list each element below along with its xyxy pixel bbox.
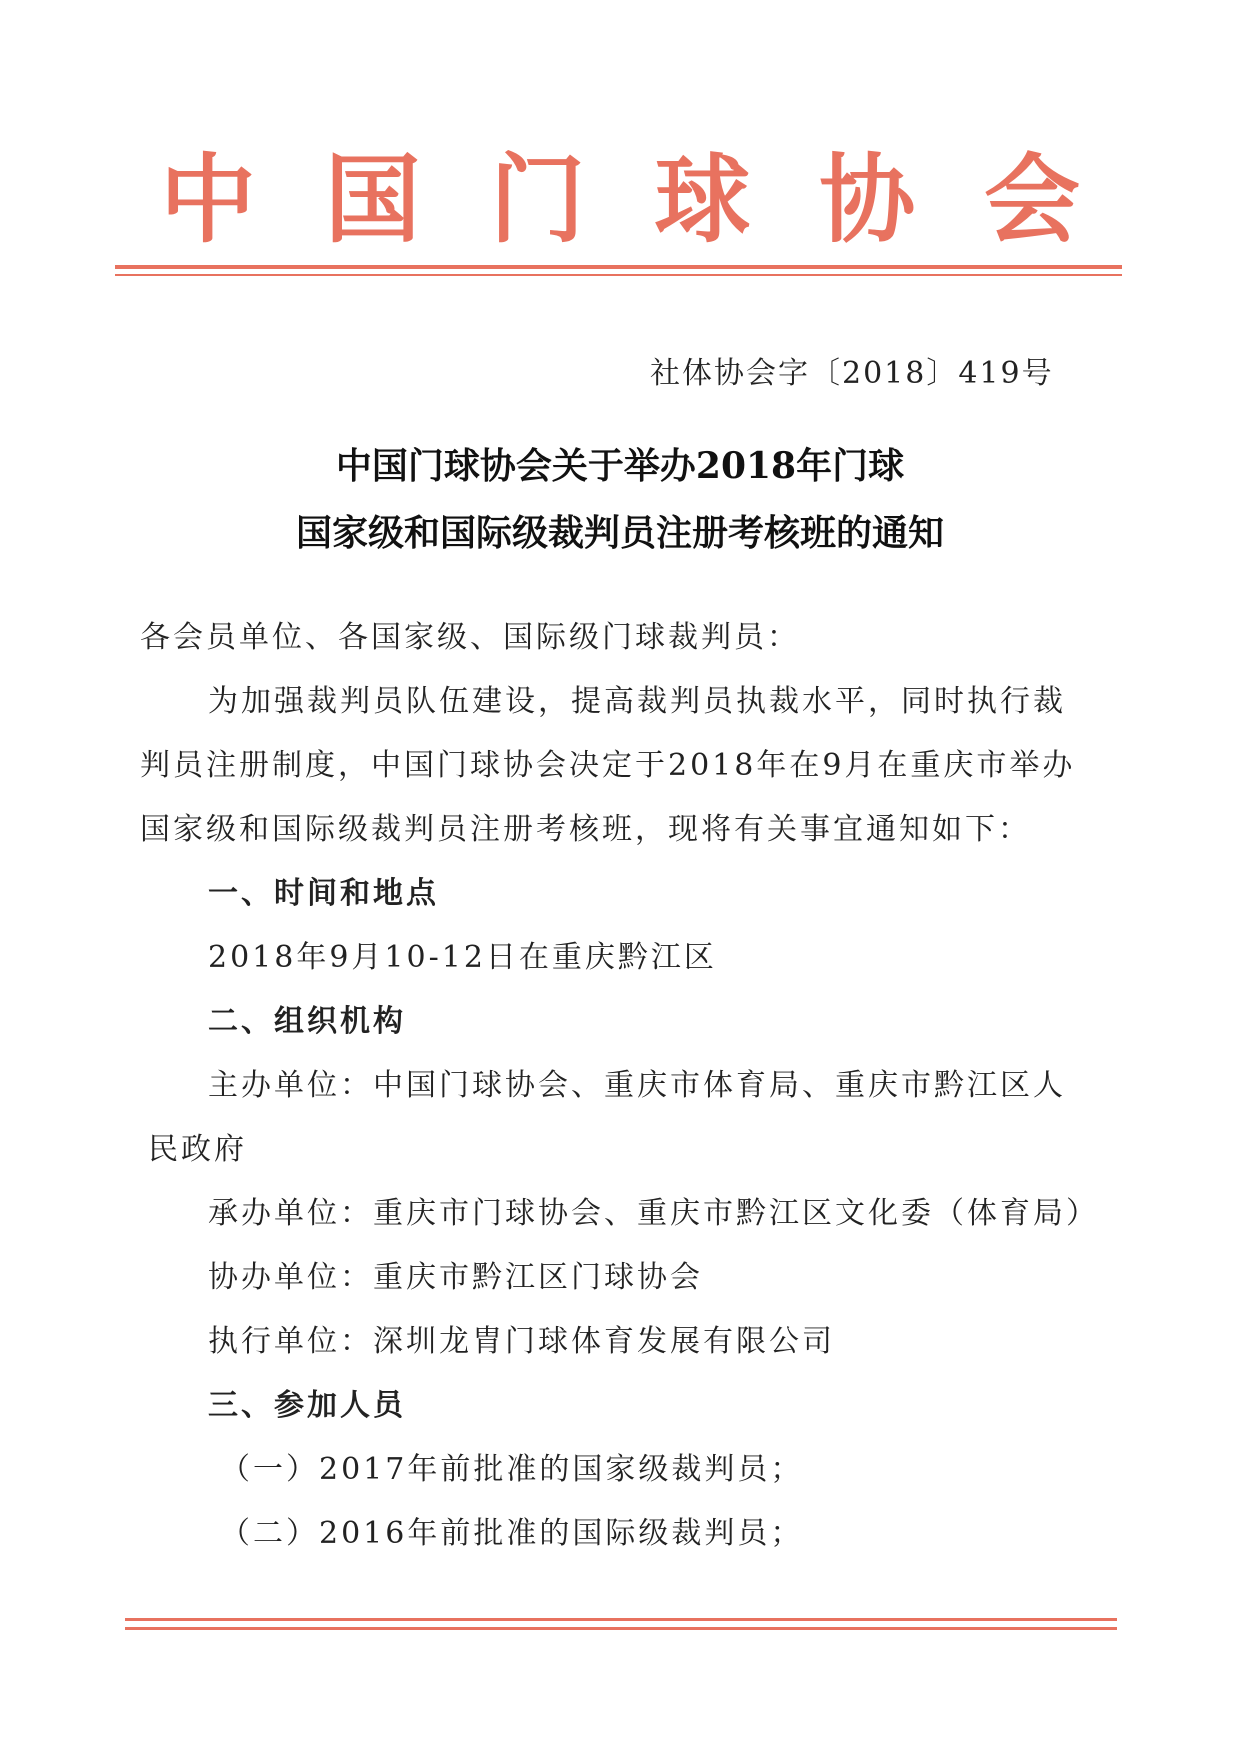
document-title-line-2: 国家级和国际级裁判员注册考核班的通知 <box>295 512 944 554</box>
executor-unit: 执行单位：深圳龙胄门球体育发展有限公司 <box>208 1324 835 1359</box>
footer-rule <box>125 1627 1117 1630</box>
footer-rule <box>125 1618 1117 1621</box>
time-place-text: 2018年9月10-12日在重庆黔江区 <box>208 940 717 975</box>
host-unit-line: 主办单位：中国门球协会、重庆市体育局、重庆市黔江区人 <box>208 1068 1066 1103</box>
org-letterhead-title <box>120 140 1120 260</box>
letterhead-char: 中 <box>160 143 256 256</box>
document-number: 社体协会字〔2018〕419号 <box>650 356 1054 391</box>
letterhead-char: 会 <box>983 143 1080 256</box>
section-heading-time-place: 一、时间和地点 <box>208 876 439 911</box>
letterhead-char: 协 <box>819 143 916 256</box>
co-organizer-unit: 协办单位：重庆市黔江区门球协会 <box>208 1260 703 1295</box>
letterhead-rule-thin <box>115 274 1122 276</box>
organizer-unit: 承办单位：重庆市门球协会、重庆市黔江区文化委（体育局） <box>208 1196 1099 1231</box>
intro-paragraph-line: 为加强裁判员队伍建设，提高裁判员执裁水平，同时执行裁 <box>208 684 1066 719</box>
letterhead-char: 国 <box>324 143 421 256</box>
intro-paragraph-line: 判员注册制度，中国门球协会决定于2018年在9月在重庆市举办 <box>140 748 1076 783</box>
participant-item: （一）2017年前批准的国家级裁判员； <box>220 1452 804 1487</box>
letterhead-rule-thick <box>115 265 1122 269</box>
letterhead-char: 门 <box>489 143 586 256</box>
letterhead-char: 球 <box>654 143 751 256</box>
participant-item: （二）2016年前批准的国际级裁判员； <box>220 1516 804 1551</box>
salutation: 各会员单位、各国家级、国际级门球裁判员： <box>140 620 800 655</box>
section-heading-organization: 二、组织机构 <box>208 1004 406 1039</box>
section-heading-participants: 三、参加人员 <box>208 1388 406 1423</box>
host-unit-line: 民政府 <box>148 1132 247 1167</box>
intro-paragraph-line: 国家级和国际级裁判员注册考核班，现将有关事宜通知如下： <box>140 812 1031 847</box>
document-title-line-1: 中国门球协会关于举办2018年门球 <box>335 445 905 487</box>
